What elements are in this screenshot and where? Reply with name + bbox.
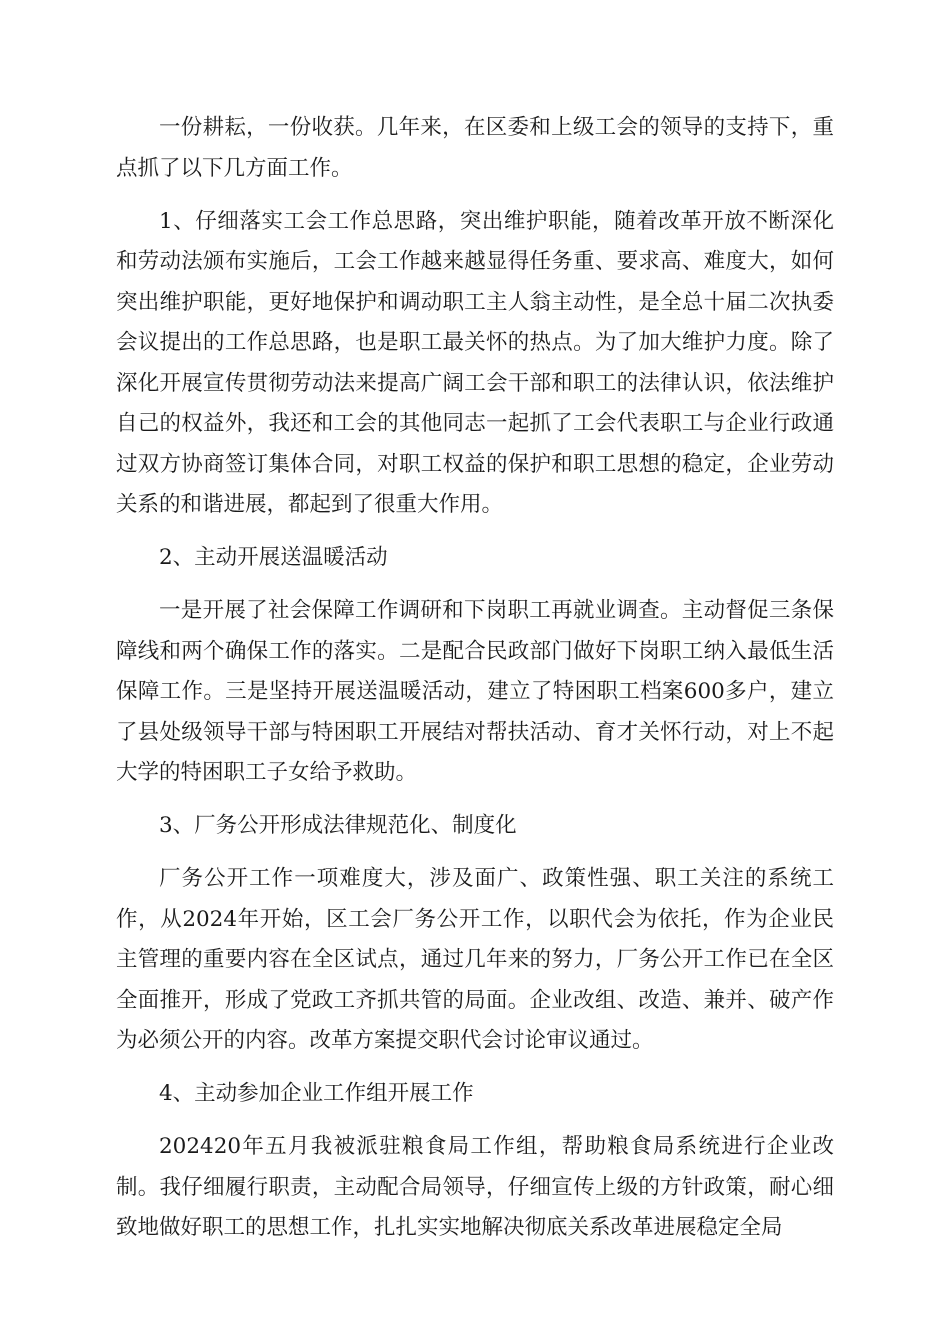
paragraph-item-4-body: 202420年五月我被派驻粮食局工作组，帮助粮食局系统进行企业改制。我仔细履行职责，主动配合局领导，仔细宣传上级的方针政策，耐心细致地做好职工的思想工作，扎扎实实地解决彻底关系改革进展稳定全局	[116, 1134, 834, 1240]
paragraph-item-3-body: 厂务公开工作一项难度大，涉及面广、政策性强、职工关注的系统工作，从2024年开始，区工会厂务公开工作，以职代会为依托，作为企业民主管理的重要内容在全区试点，通过几年来的努力，厂务公开工作已在全区全面推开，形成了党政工齐抓共管的局面。企业改组、改造、兼并、破产作为必须公开的内容。改革方案提交职代会讨论审议通过。	[116, 866, 834, 1053]
paragraph-item-1: 1、仔细落实工会工作总思路，突出维护职能，随着改革开放不断深化和劳动法颁布实施后，工会工作越来越显得任务重、要求高、难度大，如何突出维护职能，更好地保护和调动职工主人翁主动性，是全总十届二次执委会议提出的工作总思路，也是职工最关怀的热点。为了加大维护力度。除了深化开展宣传贯彻劳动法来提高广阔工会干部和职工的法律认识，依法维护自己的权益外，我还和工会的其他同志一起抓了工会代表职工与企业行政通过双方协商签订集体合同，对职工权益的保护和职工思想的稳定，企业劳动关系的和谐进展，都起到了很重大作用。	[116, 208, 834, 517]
heading-item-3: 3、厂务公开形成法律规范化、制度化	[159, 813, 517, 838]
paragraph-intro: 一份耕耘，一份收获。几年来，在区委和上级工会的领导的支持下，重点抓了以下几方面工作。	[116, 115, 834, 181]
document-body	[116, 108, 834, 1261]
paragraph-item-2-body: 一是开展了社会保障工作调研和下岗职工再就业调查。主动督促三条保障线和两个确保工作的落实。二是配合民政部门做好下岗职工纳入最低生活保障工作。三是坚持开展送温暖活动，建立了特困职工档案600多户，建立了县处级领导干部与特困职工开展结对帮扶活动、育才关怀行动，对上不起大学的特困职工子女给予救助。	[116, 598, 834, 785]
heading-item-4: 4、主动参加企业工作组开展工作	[159, 1081, 474, 1106]
heading-item-2: 2、主动开展送温暖活动	[159, 545, 388, 570]
